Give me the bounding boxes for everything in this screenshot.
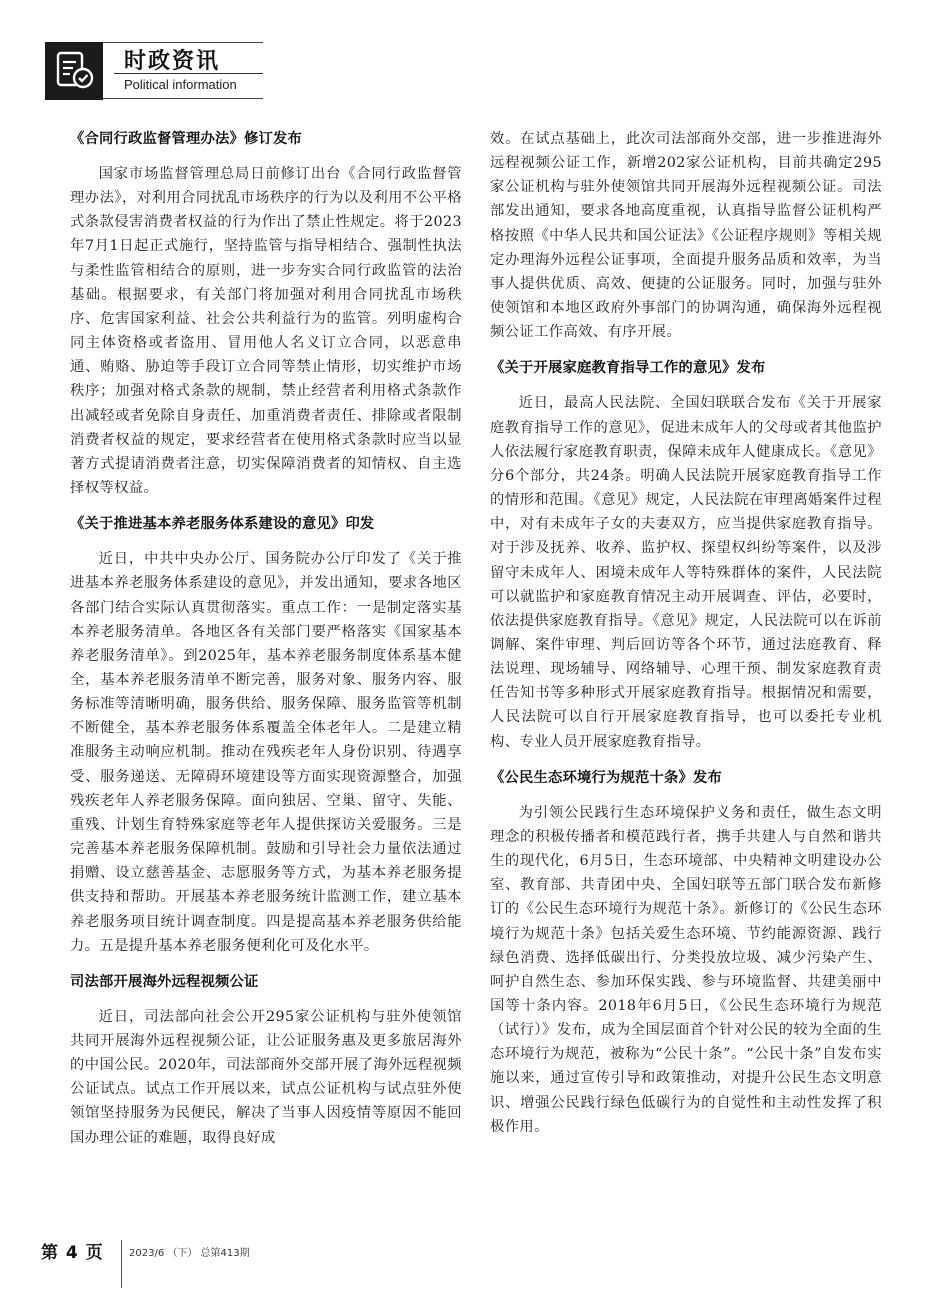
article-paragraph: 为引领公民践行生态环境保护义务和责任，做生态文明理念的积极传播者和模范践行者，携手共建人与自然和谐共生的现代化，6月5日，生态环境部、中央精神文明建设办公室、教育部、共青团中央、全国妇联等五部门联合发布新修订的《公民生态环境行为规范十条》。新修订的《公民生态环境行为规范十条》包括关爱生态环境、节约能源资源、践行绿色消费、选择低碳出行、分类投放垃圾、减少污染产生、呵护自然生态、参加环保实践、参与环境监督、共建美丽中国等十条内容。2018年6月5日，《公民生态环境行为规范（试行）》发布，成为全国层面首个针对公民的较为全面的生态环境行为规范，被称为“公民十条”。“公民十条”自发布实施以来，通过宣传引导和政策推动，对提升公民生态文明意识、增强公民践行绿色低碳行为的自觉性和主动性发挥了积极作用。 xyxy=(490,804,882,1135)
article-paragraph: 近日，最高人民法院、全国妇联联合发布《关于开展家庭教育指导工作的意见》，促进未成年人的父母或者其他监护人依法履行家庭教育职责，保障未成年人健康成长。《意见》分6个部分，共24条。明确人民法院开展家庭教育指导工作的情形和范围。《意见》规定，人民法院在审理离婚案件过程中，对有未成年子女的夫妻双方，应当提供家庭教育指导。对于涉及抚养、收养、监护权、探望权纠纷等案件，以及涉留守未成年人、困境未成年人等特殊群体的案件，人民法院可以就监护和家庭教育情况主动开展调查、评估，必要时，依法提供家庭教育指导。《意见》规定，人民法院可以在诉前调解、案件审理、判后回访等各个环节，通过法庭教育、释法说理、现场辅导、网络辅导、心理干预、制发家庭教育责任告知书等多种形式开展家庭教育指导。根据情况和需要，人民法院可以自行开展家庭教育指导，也可以委托专业机构、专业人员开展家庭教育指导。 xyxy=(490,395,882,750)
header-middle-rule xyxy=(114,73,263,74)
article-title: 《公民生态环境行为规范十条》发布 xyxy=(490,769,722,786)
article-paragraph: 国家市场监督管理总局日前修订出台《合同行政监督管理办法》，对利用合同扰乱市场秩序的行为以及利用不公平格式条款侵害消费者权益的行为作出了禁止性规定。将于2023年7月1日起正式施行，坚持监管与指导相结合、强制性执法与柔性监管相结合的原则，进一步夯实合同行政监管的法治基础。根据要求，有关部门将加强对利用合同扰乱市场秩序、危害国家利益、社会公共利益行为的监管。列明虚构合同主体资格或者盗用、冒用他人名义订立合同，以恶意串通、贿赂、胁迫等手段订立合同等禁止情形，切实维护市场秩序；加强对格式条款的规制，禁止经营者利用格式条款作出减轻或者免除自身责任、加重消费者责任、排除或者限制消费者权益的规定，要求经营者在使用格式条款时应当以显著方式提请消费者注意，切实保障消费者的知情权、自主选择权等权益。 xyxy=(70,166,462,497)
article-title: 《合同行政监督管理办法》修订发布 xyxy=(70,131,302,147)
article-title: 《关于推进基本养老服务体系建设的意见》印发 xyxy=(70,516,375,533)
article xyxy=(490,356,882,753)
article-title: 司法部开展海外远程视频公证 xyxy=(70,973,259,990)
right-column xyxy=(490,127,882,1151)
section-subtitle: Political information xyxy=(124,77,237,92)
article-paragraph: 近日，司法部向社会公开295家公证机构与驻外使领馆共同开展海外远程视频公证，让公证服务惠及更多旅居海外的中国公民。2020年，司法部商外交部开展了海外远程视频公证试点。试点工作开展以来，试点公证机构与试点驻外使领馆坚持服务为民便民，解决了当事人因疫情等原因不能回国办理公证的难题，取得良好成 xyxy=(70,1008,462,1146)
article xyxy=(70,512,462,958)
article-title: 《关于开展家庭教育指导工作的意见》发布 xyxy=(490,360,766,377)
left-column xyxy=(70,127,462,1162)
header-bottom-rule xyxy=(103,98,263,99)
issue-info: 2023/6 （下） 总第413期 xyxy=(129,1248,250,1259)
section-title: 时政资讯 xyxy=(124,49,221,74)
document-check-icon xyxy=(52,49,98,93)
article xyxy=(70,970,462,1150)
article xyxy=(70,127,462,500)
header-top-rule xyxy=(103,42,263,43)
article-paragraph: 近日，中共中央办公厅、国务院办公厅印发了《关于推进基本养老服务体系建设的意见》，并发出通知，要求各地区各部门结合实际认真贯彻落实。重点工作：一是制定落实基本养老服务清单。各地区各有关部门要严格落实《国家基本养老服务清单》。到2025年，基本养老服务制度体系基本健全，基本养老服务清单不断完善，服务对象、服务内容、服务标准等清晰明确，服务供给、服务保障、服务监管等机制不断健全，基本养老服务体系覆盖全体老年人。二是建立精准服务主动响应机制。推动在残疾老年人身份识别、待遇享受、服务递送、无障碍环境建设等方面实现资源整合，加强残疾老年人养老服务保障。面向独居、空巢、留守、失能、重残、计划生育特殊家庭等老年人提供探访关爱服务。三是完善基本养老服务保障机制。鼓励和引导社会力量依法通过捐赠、设立慈善基金、志愿服务等方式，为基本养老服务提供支持和帮助。开展基本养老服务统计监测工作，建立基本养老服务项目统计调查制度。四是提高基本养老服务供给能力。五是提升基本养老服务便利化可及化水平。 xyxy=(70,551,462,954)
section-logo xyxy=(45,42,103,100)
footer-divider xyxy=(121,1240,122,1288)
page-number: 第 4 页 xyxy=(41,1243,104,1263)
article-paragraph-continued: 效。在试点基础上，此次司法部商外交部，进一步推进海外远程视频公证工作，新增202家公证机构，目前共确定295家公证机构与驻外使领馆共同开展海外远程视频公证。司法部发出通知，要求各地高度重视，认真指导监督公证机构严格按照《中华人民共和国公证法》《公证程序规则》等相关规定办理海外远程公证事项，全面提升服务品质和效率，为当事人提供优质、高效、便捷的公证服务。同时，加强与驻外使领馆和本地区政府外事部门的协调沟通，确保海外远程视频公证工作高效、有序开展。 xyxy=(490,131,882,341)
article xyxy=(490,766,882,1139)
